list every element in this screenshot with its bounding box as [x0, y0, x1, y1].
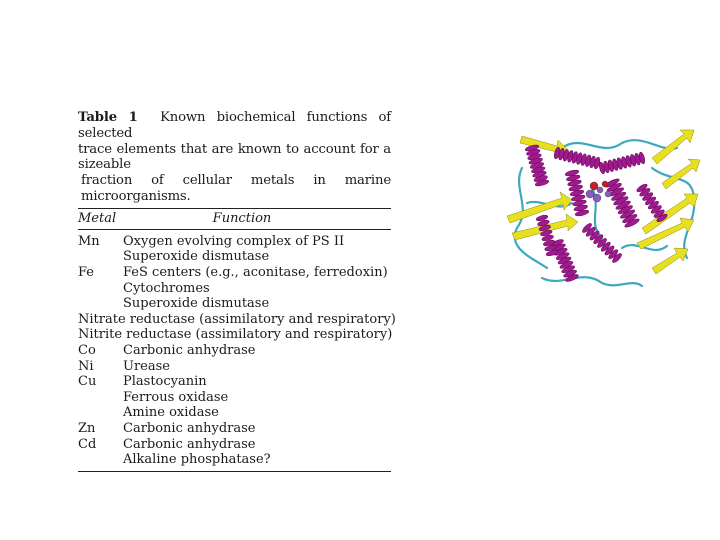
beta-sheet — [662, 159, 700, 189]
metal-cell: Cu — [78, 374, 97, 390]
header-function: Function — [212, 211, 272, 227]
table-row — [78, 343, 391, 359]
metal-cell: Ni — [78, 358, 94, 374]
ligand-atom — [590, 182, 598, 190]
function-cell: Oxygen evolving complex of PS II — [123, 233, 345, 249]
table-bottom-rule — [78, 471, 391, 472]
table-row — [78, 359, 391, 375]
metal-cell: Co — [78, 342, 96, 358]
table-row — [78, 374, 391, 390]
protein-structure-image — [502, 128, 700, 292]
table-row — [78, 405, 391, 421]
function-cell: Cytochromes — [123, 280, 210, 296]
metal-cell — [78, 296, 123, 312]
function-cell: Superoxide dismutase — [123, 249, 270, 265]
table-row — [78, 311, 396, 328]
table-row — [78, 249, 391, 265]
table-label: Table 1 — [78, 110, 138, 125]
function-cell: Urease — [123, 358, 170, 374]
caption-line-1: Known biochemical functions of selected — [78, 110, 392, 141]
function-cell: Nitrate reductase (assimilatory and respiratory) — [78, 311, 396, 327]
beta-sheet — [652, 248, 688, 274]
function-cell: Carbonic anhydrase — [123, 436, 256, 452]
table-row — [78, 296, 391, 312]
ligand-atom — [602, 181, 608, 187]
table-row — [78, 452, 391, 468]
table-row — [78, 234, 391, 250]
function-cell: Superoxide dismutase — [123, 296, 270, 312]
metal-cell — [78, 405, 123, 421]
table-body — [78, 230, 396, 471]
function-cell: Nitrite reductase (assimilatory and respiratory) — [78, 327, 393, 343]
header-metal: Metal — [78, 211, 117, 227]
metal-cell — [78, 452, 123, 468]
table-row — [78, 421, 391, 437]
metal-cell: Cd — [78, 436, 97, 452]
metal-function-table — [78, 110, 396, 472]
table-header — [78, 209, 391, 229]
metal-cell — [78, 390, 123, 406]
function-cell: Alkaline phosphatase? — [123, 452, 271, 468]
metal-cell: Fe — [78, 264, 95, 280]
metal-cell — [78, 249, 123, 265]
metal-cell: Mn — [78, 233, 100, 249]
table-row — [78, 327, 391, 343]
table-row — [78, 437, 391, 453]
function-cell: Ferrous oxidase — [123, 389, 229, 405]
ligand-atom — [597, 187, 603, 193]
ligand-atom — [593, 194, 601, 202]
coil-segment — [542, 277, 642, 286]
table-row — [78, 265, 391, 281]
caption-line-2: trace elements that are known to account for a sizeable — [78, 141, 391, 173]
function-cell: Plastocyanin — [123, 374, 207, 390]
table-row — [78, 390, 391, 406]
metal-cell — [78, 281, 123, 297]
function-cell: FeS centers (e.g., aconitase, ferredoxin) — [123, 264, 388, 280]
coil-segment — [562, 140, 677, 149]
function-cell: Amine oxidase — [123, 405, 219, 421]
ligand-atom — [586, 190, 594, 198]
table-caption — [78, 110, 391, 205]
ligand-atom — [605, 191, 611, 197]
metal-cell: Zn — [78, 420, 96, 436]
function-cell: Carbonic anhydrase — [123, 342, 256, 358]
function-cell: Carbonic anhydrase — [123, 420, 256, 436]
table-row — [78, 281, 391, 297]
caption-line-3: fraction of cellular metals in marine microorganisms. — [81, 173, 391, 204]
protein-ribbon-model — [507, 130, 700, 286]
